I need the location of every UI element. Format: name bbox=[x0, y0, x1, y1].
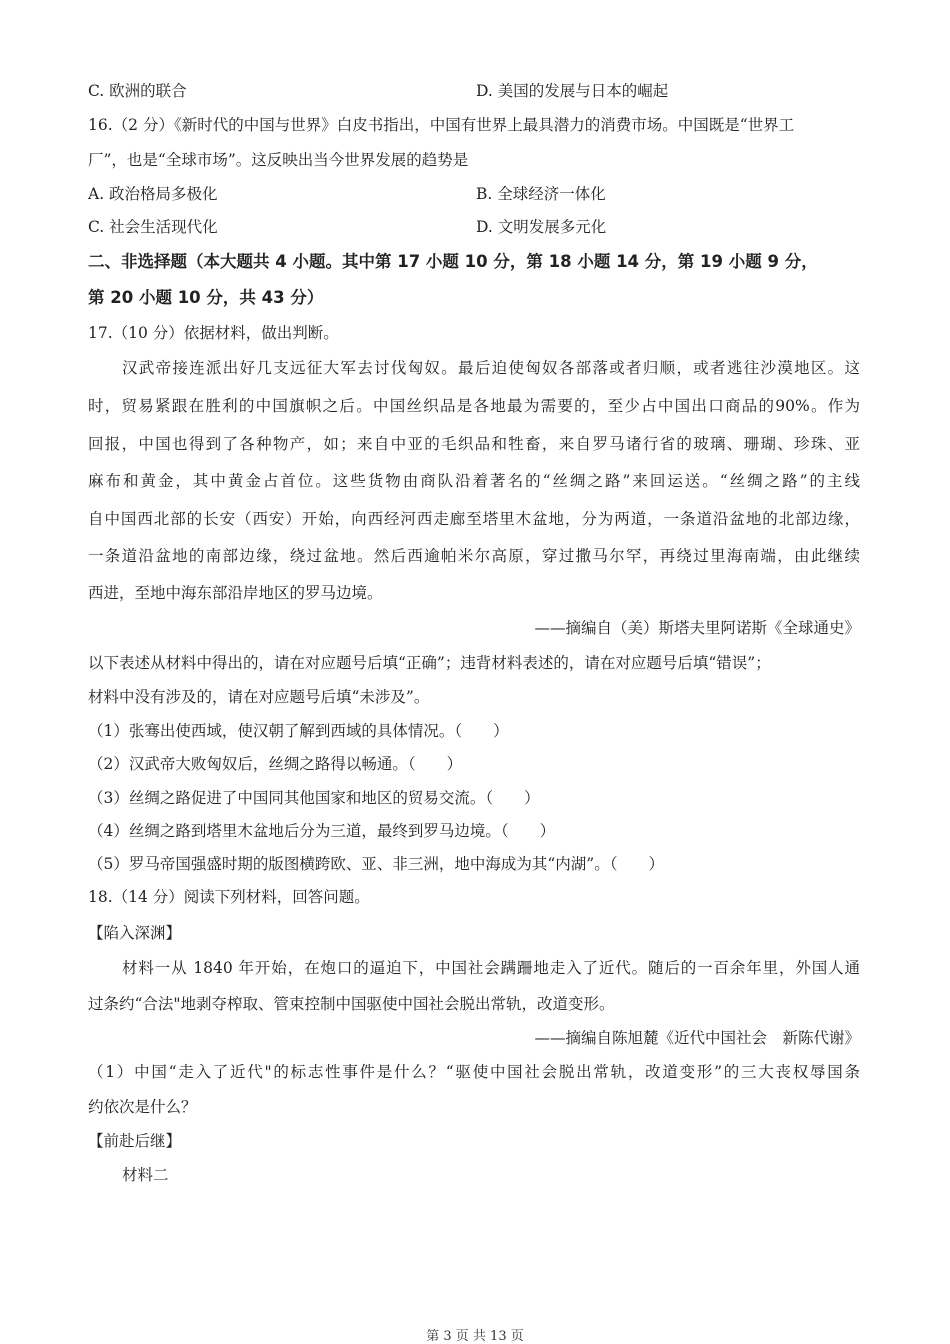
q17-item-5: （5）罗马帝国强盛时期的版图横跨欧、亚、非三洲，地中海成为其“内湖”。（ ） bbox=[88, 855, 664, 873]
q16-stem-line2: 厂”，也是“全球市场”。这反映出当今世界发展的趋势是 bbox=[88, 151, 469, 169]
q16-option-d: D. 文明发展多元化 bbox=[476, 218, 607, 236]
q17-instruction-line2: 材料中没有涉及的，请在对应题号后填“未涉及”。 bbox=[88, 688, 430, 706]
q17-material-line: 汉武帝接连派出好几支远征大军去讨伐匈奴。最后迫使匈奴各部落或者归顺，或者逃往沙漠地区。这 bbox=[122, 359, 860, 377]
q16-stem-line1: 16.（2 分）《新时代的中国与世界》白皮书指出，中国有世界上最具潜力的消费市场。中国既是“世界工 bbox=[88, 116, 795, 134]
q17-stem: 17.（10 分）依据材料，做出判断。 bbox=[88, 324, 339, 342]
q18-part2-title: 【前赴后继】 bbox=[88, 1132, 182, 1150]
q18-material1-line2: 过条约“合法"地剥夺榨取、管束控制中国驱使中国社会脱出常轨，改道变形。 bbox=[88, 995, 615, 1013]
section2-heading-line2: 第 20 小题 10 分，共 43 分） bbox=[88, 288, 324, 307]
q17-item-1: （1）张骞出使西域，使汉朝了解到西域的具体情况。（ ） bbox=[88, 722, 509, 740]
q18-material2-label: 材料二 bbox=[122, 1166, 169, 1184]
q15-option-d: D. 美国的发展与日本的崛起 bbox=[476, 82, 669, 100]
q17-source: ——摘编自（美）斯塔夫里阿诺斯《全球通史》 bbox=[534, 619, 860, 637]
q18-source1: ——摘编自陈旭麓《近代中国社会 新陈代谢》 bbox=[534, 1029, 860, 1047]
q17-material-line: 麻布和黄金，其中黄金占首位。这些货物由商队沿着著名的“丝绸之路”来回运送。“丝绸之路”的主线 bbox=[88, 472, 860, 490]
q17-instruction-line1: 以下表述从材料中得出的，请在对应题号后填“正确”；违背材料表述的，请在对应题号后填“错误”； bbox=[88, 654, 771, 672]
q18-stem: 18.（14 分）阅读下列材料，回答问题。 bbox=[88, 888, 370, 906]
q18-question1-line2: 约依次是什么？ bbox=[88, 1098, 197, 1116]
q17-item-4: （4）丝绸之路到塔里木盆地后分为三道，最终到罗马边境。（ ） bbox=[88, 822, 556, 840]
q17-item-2: （2）汉武帝大败匈奴后，丝绸之路得以畅通。（ ） bbox=[88, 755, 463, 773]
q17-material-line: 一条道沿盆地的南部边缘，绕过盆地。然后西逾帕米尔高原，穿过撒马尔罕，再绕过里海南端，由此继续 bbox=[88, 547, 860, 565]
q17-material-line: 时，贸易紧跟在胜利的中国旗帜之后。中国丝织品是各地最为需要的，至少占中国出口商品的90%。作为 bbox=[88, 397, 860, 415]
q16-option-a: A. 政治格局多极化 bbox=[88, 185, 218, 203]
page-number: 第 3 页 共 13 页 bbox=[426, 1329, 524, 1344]
q15-option-c: C. 欧洲的联合 bbox=[88, 82, 187, 100]
q16-option-c: C. 社会生活现代化 bbox=[88, 218, 218, 236]
q18-part1-title: 【陷入深渊】 bbox=[88, 924, 182, 942]
q18-question1-line1: （1）中国“走入了近代"的标志性事件是什么？“驱使中国社会脱出常轨，改道变形”的三大丧权辱国条 bbox=[88, 1063, 860, 1081]
q17-material-line: 自中国西北部的长安（西安）开始，向西经河西走廊至塔里木盆地，分为两道，一条道沿盆地的北部边缘， bbox=[88, 510, 860, 528]
q17-material-line: 西进，至地中海东部沿岸地区的罗马边境。 bbox=[88, 584, 383, 602]
q16-option-b: B. 全球经济一体化 bbox=[476, 185, 606, 203]
section2-heading-line1: 二、非选择题（本大题共 4 小题。其中第 17 小题 10 分，第 18 小题 14 分，第 19 小题 9 分， bbox=[88, 252, 818, 271]
q17-item-3: （3）丝绸之路促进了中国同其他国家和地区的贸易交流。（ ） bbox=[88, 789, 540, 807]
q18-material1-line1: 材料一从 1840 年开始，在炮口的逼迫下，中国社会蹒跚地走入了近代。随后的一百余年里，外国人通 bbox=[122, 959, 860, 977]
q17-material-line: 回报，中国也得到了各种物产，如；来自中亚的毛织品和牲畜，来自罗马诸行省的玻璃、珊瑚、珍珠、亚 bbox=[88, 435, 860, 453]
